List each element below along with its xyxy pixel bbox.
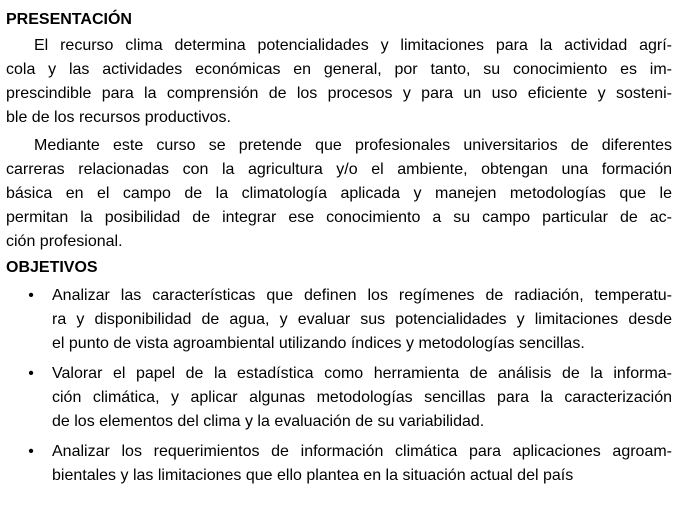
paragraph-line: ción profesional. [6,233,123,250]
paragraph-line: básica en el campo de la climatología aplicada y manejen metodologías que le [6,185,672,202]
objective-line: de los elementos del clima y la evaluación de su variabilidad. [52,413,485,430]
objective-line: ción climática, y aplicar algunas metodologías sencillas para la caracterización [52,389,672,406]
objective-line: bientales y las limitaciones que ello plantea en la situación actual del país [52,467,574,484]
bullet-icon: • [28,443,34,460]
paragraph-line: ble de los recursos productivos. [6,109,231,126]
objective-line: ra y disponibilidad de agua, y evaluar sus potencialidades y limitaciones desde [52,311,672,328]
objective-line: Analizar las características que definen los regímenes de radiación, temperatu- [52,287,672,304]
paragraph-line: permitan la posibilidad de integrar ese conocimiento a su campo particular de ac- [6,209,672,226]
paragraph-line: Mediante este curso se pretende que profesionales universitarios de diferentes [34,137,672,154]
objective-item-1 [6,284,672,356]
objective-item-3 [6,440,672,488]
objective-line: Valorar el papel de la estadística como herramienta de análisis de la informa- [52,365,672,382]
objective-item-2 [6,362,672,434]
paragraph-line: prescindible para la comprensión de los procesos y para un uso eficiente y sosteni- [6,85,672,102]
objectives-list [6,284,672,488]
objective-line: el punto de vista agroambiental utilizando índices y metodologías sencillas. [52,335,585,352]
objectives-heading: OBJETIVOS [6,259,98,276]
bullet-icon: • [28,365,34,382]
presentation-paragraph-1 [6,34,672,130]
paragraph-line: carreras relacionadas con la agricultura y/o el ambiente, obtengan una formación [6,161,672,178]
bullet-icon: • [28,287,34,304]
presentation-paragraph-2 [6,134,672,254]
objective-line: Analizar los requerimientos de información climática para aplicaciones agroam- [52,443,672,460]
paragraph-line: El recurso clima determina potencialidades y limitaciones para la actividad agrí- [34,37,672,54]
paragraph-line: cola y las actividades económicas en general, por tanto, su conocimiento es im- [6,61,672,78]
presentation-heading: PRESENTACIÓN [6,11,132,28]
